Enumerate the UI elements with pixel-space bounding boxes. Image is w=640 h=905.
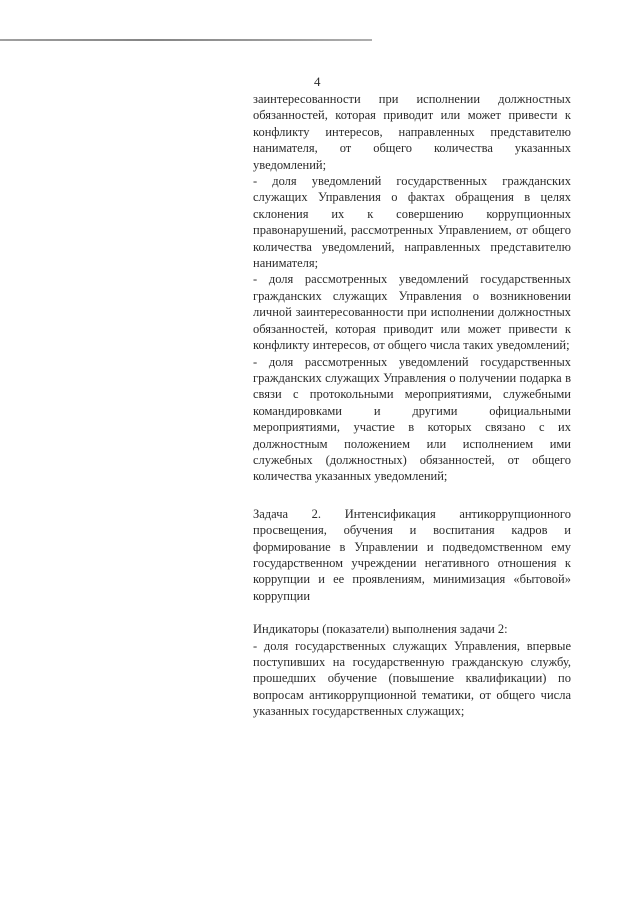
- paragraph-indicator-gift-notices: - доля рассмотренных уведомлений государственных гражданских служащих Управления о получении подарка в связи с протокольными мероприятиями, служебными командировками и другими официальными мероприятиями, участие в которых связано с их должностным положением или исполнением ими служебных (должностных) обязанностей, от общего количества указанных уведомлений;: [253, 354, 571, 484]
- paragraph-task-2: Задача 2. Интенсификация антикоррупционного просвещения, обучения и воспитания кадров и формирование в Управлении и подведомственном ему государственном учреждении негативного отношения к коррупции и ее проявлениям, минимизация «бытовой» коррупции: [253, 506, 571, 603]
- page-number: 4: [314, 74, 321, 89]
- paragraph-indicator-continued: заинтересованности при исполнении должностных обязанностей, которая приводит или может привести к конфликту интересов, направленных представителю нанимателя, от общего количества указанных уведомлений;: [253, 92, 571, 172]
- document-body: [253, 91, 571, 720]
- scan-edge-line: [0, 39, 372, 41]
- paragraph-task-2-indicators-heading: Индикаторы (показатели) выполнения задачи 2:: [253, 622, 508, 637]
- paragraph-indicator-conflict-notices: - доля рассмотренных уведомлений государственных гражданских служащих Управления о возникновении личной заинтересованности при исполнении должностных обязанностей, которая приводит или может привести к конфликту интересов, от общего числа таких уведомлений;: [253, 272, 571, 353]
- paragraph-indicator-training: - доля государственных служащих Управления, впервые поступивших на государственную гражданскую службу, прошедших обучение (повышение квалификации) по вопросам антикоррупционной тематики, от общего числа указанных государственных служащих;: [253, 638, 571, 719]
- paragraph-indicator-corruption-notices: - доля уведомлений государственных гражданских служащих Управления о фактах обращения в целях склонения их к совершению коррупционных правонарушений, рассмотренных Управлением, от общего количества уведомлений, направленных представителю нанимателя;: [253, 174, 571, 271]
